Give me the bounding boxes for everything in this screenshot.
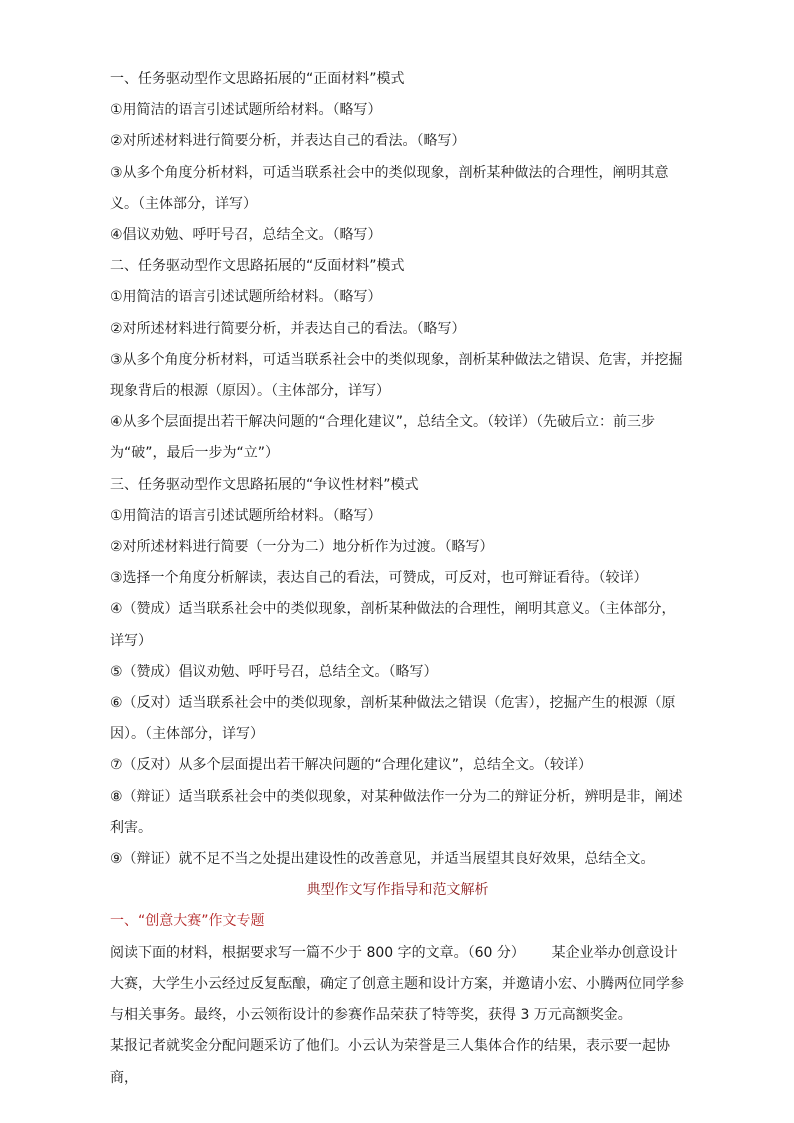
section3-item-5: ⑤（赞成）倡议劝勉、呼吁号召，总结全文。（略写） (110, 663, 438, 680)
section1-item-1: ①用简洁的语言引述试题所给材料。（略写） (110, 102, 382, 119)
section2-item-3: ③从多个角度分析材料，可适当联系社会中的类似现象，剖析某种做法之错误、危害，并挖掘现象背后的根源（原因）。（主体部分，详写） (110, 351, 683, 400)
section3-item-7: ⑦（反对）从多个层面提出若干解决问题的“合理化建议”，总结全文。（较详） (110, 757, 593, 774)
section3-item-1: ①用简洁的语言引述试题所给材料。（略写） (110, 507, 382, 524)
section3-heading: 三、任务驱动型作文思路拓展的“争议性材料”模式 (110, 476, 419, 493)
material-paragraph-2: 某报记者就奖金分配问题采访了他们。小云认为荣誉是三人集体合作的结果，表示要一起协商， (110, 1038, 670, 1086)
guide-title: 典型作文写作指导和范文解析 (306, 882, 489, 899)
material-paragraph-1: 阅读下面的材料，根据要求写一篇不少于 800 字的文章。（60 分） 某企业举办创意设计大赛，大学生小云经过反复酝酿，确定了创意主题和设计方案，并邀请小宏、小腾两位同学参与相关事务。最终，小云领衔设计的参赛作品荣获了特等奖，获得 3 万元高额奖金。 (110, 944, 684, 1024)
section1-item-4: ④倡议劝勉、呼吁号召，总结全文。（略写） (110, 227, 382, 244)
section2-item-4: ④从多个层面提出若干解决问题的“合理化建议”，总结全文。（较详）（先破后立：前三步为“破”，最后一步为“立”） (110, 414, 656, 462)
topic-heading: 一、“创意大赛”作文专题 (110, 913, 265, 930)
section2-item-2: ②对所述材料进行简要分析，并表达自己的看法。（略写） (110, 320, 466, 337)
section2-item-1: ①用简洁的语言引述试题所给材料。（略写） (110, 289, 382, 306)
document-page (110, 64, 685, 1094)
section2-heading: 二、任务驱动型作文思路拓展的“反面材料”模式 (110, 258, 405, 275)
section3-item-4: ④（赞成）适当联系社会中的类似现象，剖析某种做法的合理性，阐明其意义。（主体部分，详写） (110, 601, 676, 649)
section3-item-3: ③选择一个角度分析解读，表达自己的看法，可赞成，可反对，也可辩证看待。（较详） (110, 570, 648, 587)
section1-heading: 一、任务驱动型作文思路拓展的“正面材料”模式 (110, 71, 405, 87)
section1-item-2: ②对所述材料进行简要分析，并表达自己的看法。（略写） (110, 133, 466, 150)
section3-item-6: ⑥（反对）适当联系社会中的类似现象，剖析某种做法之错误（危害），挖掘产生的根源（原因）。（主体部分，详写） (110, 695, 676, 743)
section3-item-9: ⑨（辩证）就不足不当之处提出建设性的改善意见，并适当展望其良好效果，总结全文。 (110, 851, 655, 868)
section3-item-2: ②对所述材料进行简要（一分为二）地分析作为过渡。（略写） (110, 539, 494, 556)
section3-item-8: ⑧（辩证）适当联系社会中的类似现象，对某种做法作一分为二的辩证分析，辨明是非，阐述利害。 (110, 788, 683, 836)
section1-item-3: ③从多个角度分析材料，可适当联系社会中的类似现象，剖析某种做法的合理性，阐明其意义。（主体部分，详写） (110, 164, 669, 212)
